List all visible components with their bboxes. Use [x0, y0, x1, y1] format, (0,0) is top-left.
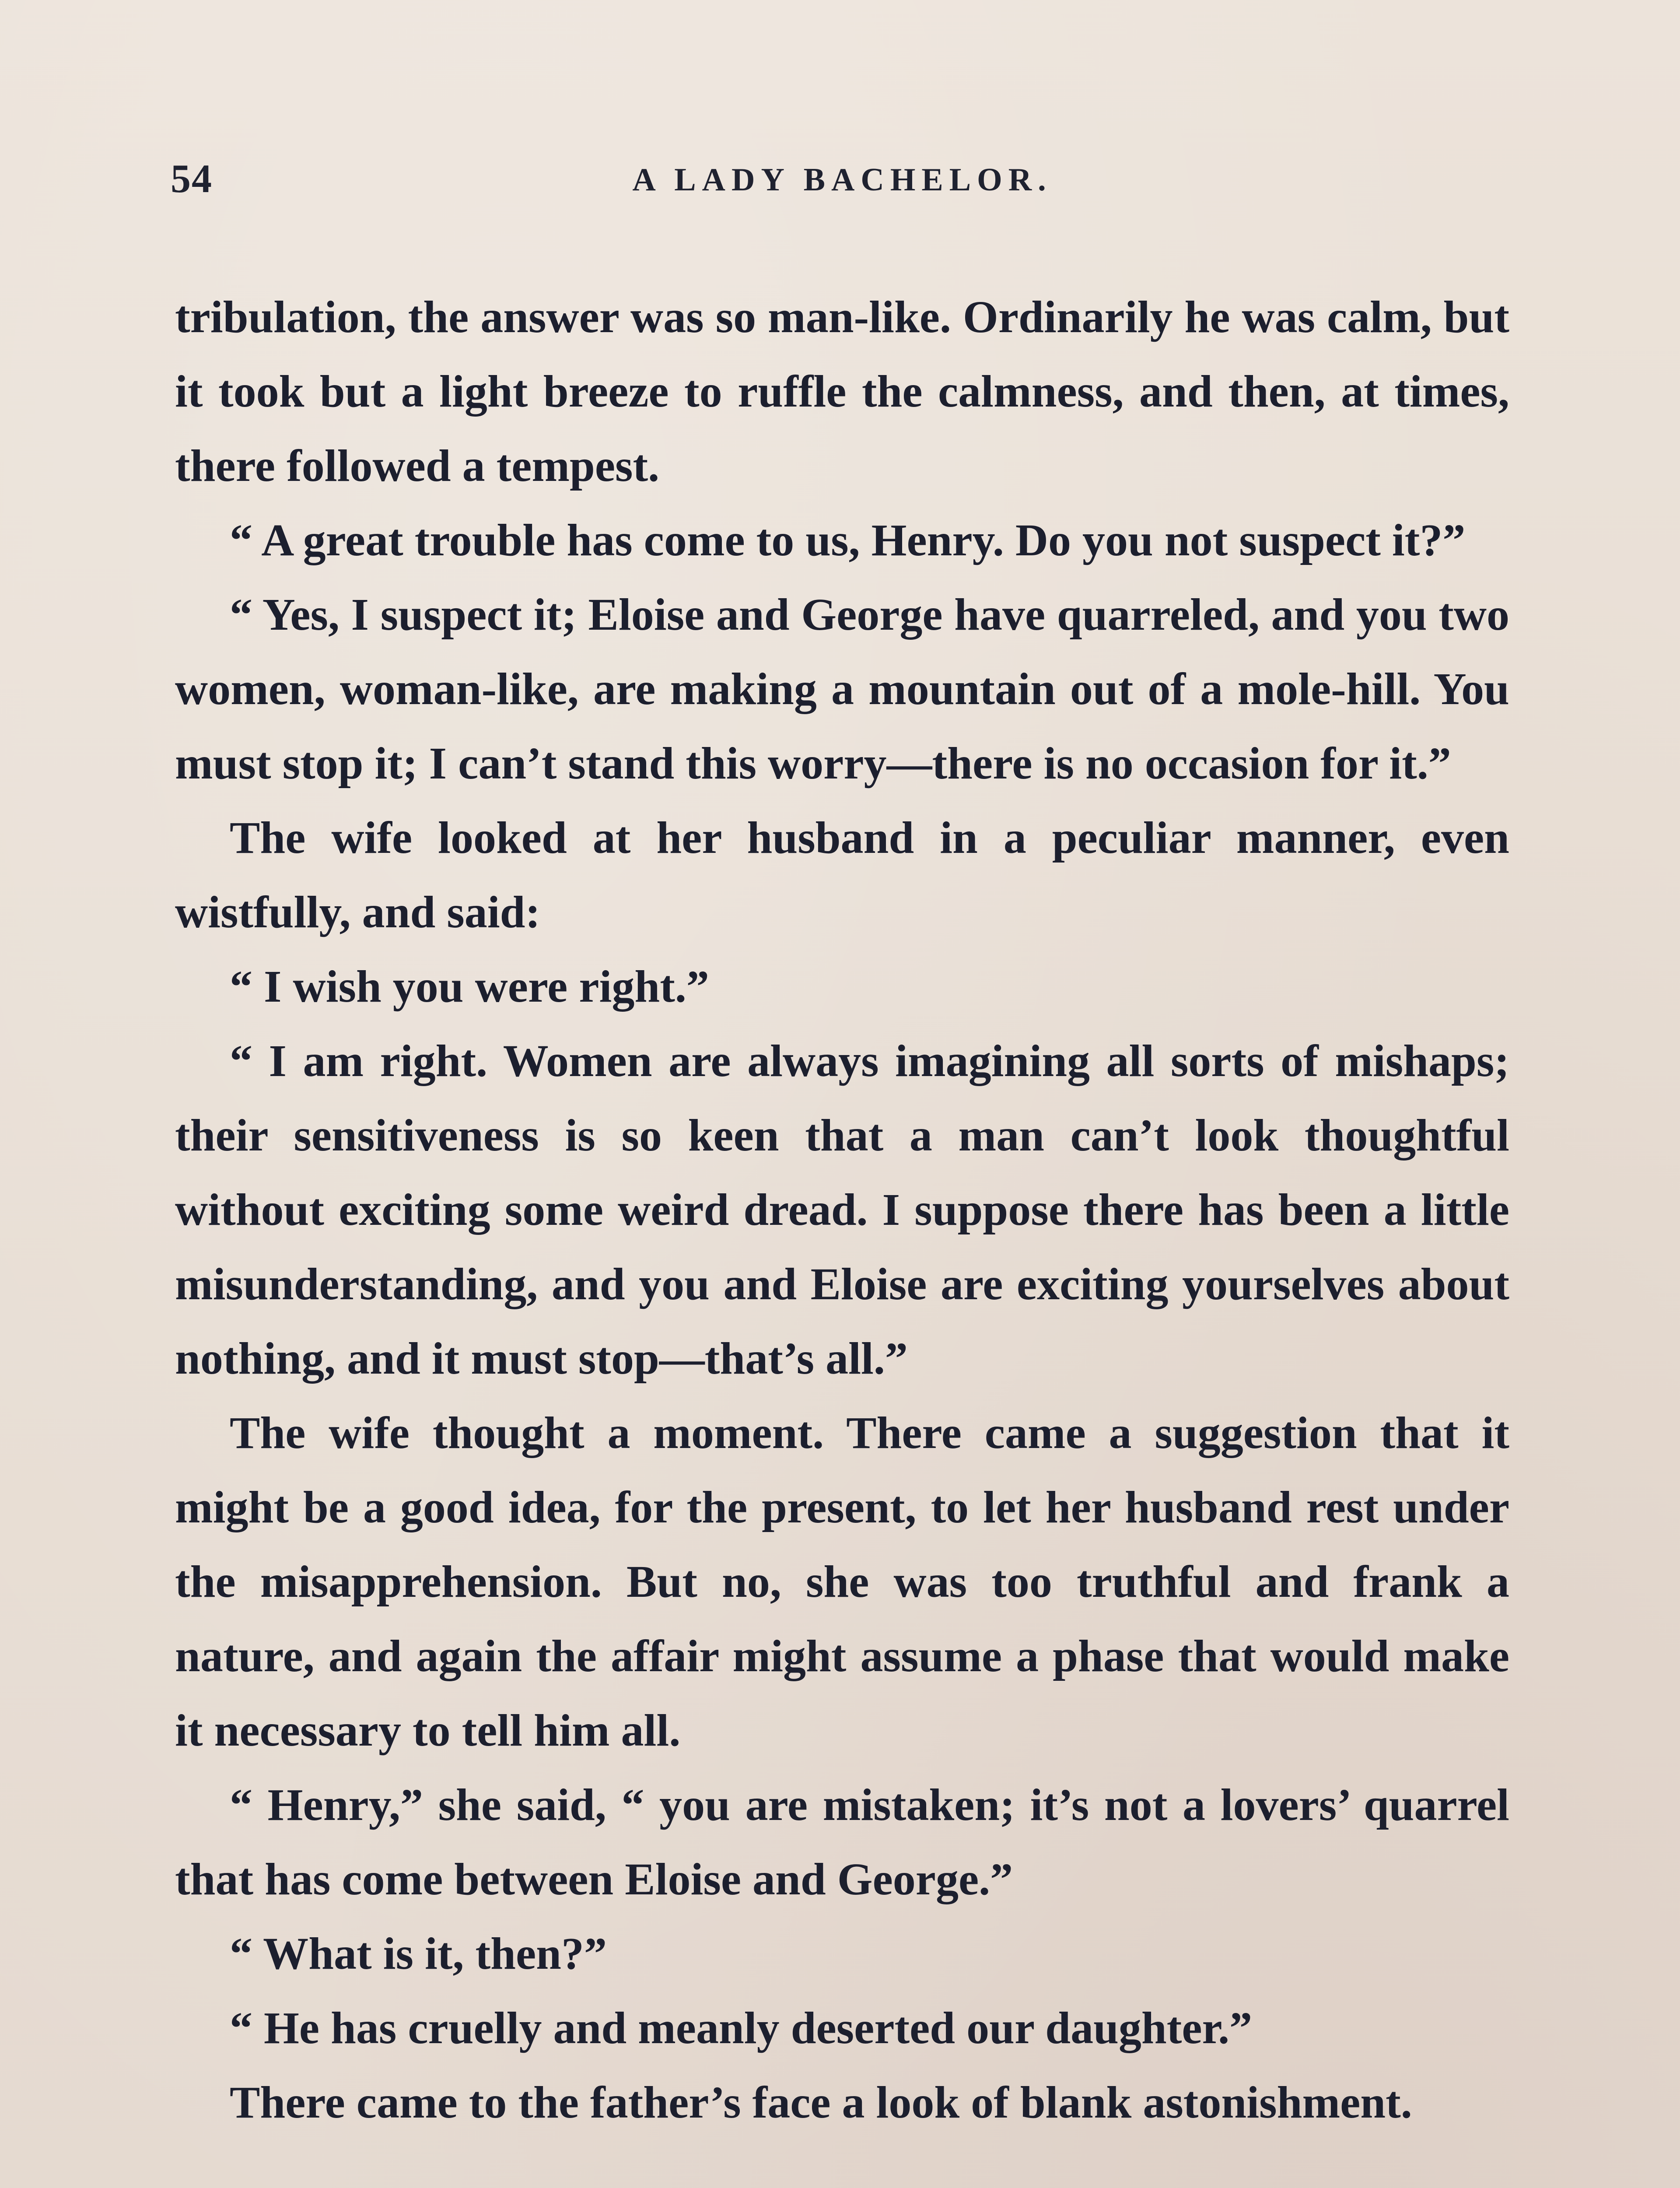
paragraph: The wife thought a moment. There came a suggestion that it might be a good idea, for the present, to let her husband rest under the misapprehension. But no, she was too truthful and frank a nature, and again the affair might assume a phase that would make it necessary to tell him all. [175, 1408, 1509, 1756]
paragraph: “ I am right. Women are always imagining all sorts of mishaps; their sensitiveness is so keen that a man can’t look thoughtful without exciting some weird dread. I suppose there has been a little misunderstanding, and you and Eloise are exciting yourselves about nothing, and it must stop—that’s all.” [175, 1036, 1509, 1384]
running-title: A LADY BACHELOR. [632, 162, 1052, 198]
body-text [175, 280, 1509, 2140]
running-head [171, 155, 1514, 208]
paragraph: “ A great trouble has come to us, Henry. Do you not suspect it?” [230, 515, 1466, 565]
paragraph: There came to the father’s face a look of blank astonishment. [230, 2077, 1412, 2128]
paragraph: “ Yes, I suspect it; Eloise and George have quarreled, and you two women, woman-like, are making a mountain out of a mole-hill. You must stop it; I can’t stand this worry—there is no occasion for it.” [175, 589, 1509, 789]
paragraph: “ He has cruelly and meanly deserted our daughter.” [230, 2003, 1253, 2053]
paragraph: “ What is it, then?” [230, 1929, 607, 1979]
paragraph: The wife looked at her husband in a peculiar manner, even wistfully, and said: [175, 813, 1509, 937]
paragraph: tribulation, the answer was so man-like. Ordinarily he was calm, but it took but a light breeze to ruffle the calmness, and then, at times, there followed a tempest. [175, 292, 1509, 491]
paragraph: “ Henry,” she said, “ you are mistaken; it’s not a lovers’ quarrel that has come between Eloise and George.” [175, 1780, 1509, 1904]
paragraph: “ I wish you were right.” [230, 961, 709, 1012]
page-number: 54 [171, 156, 213, 201]
